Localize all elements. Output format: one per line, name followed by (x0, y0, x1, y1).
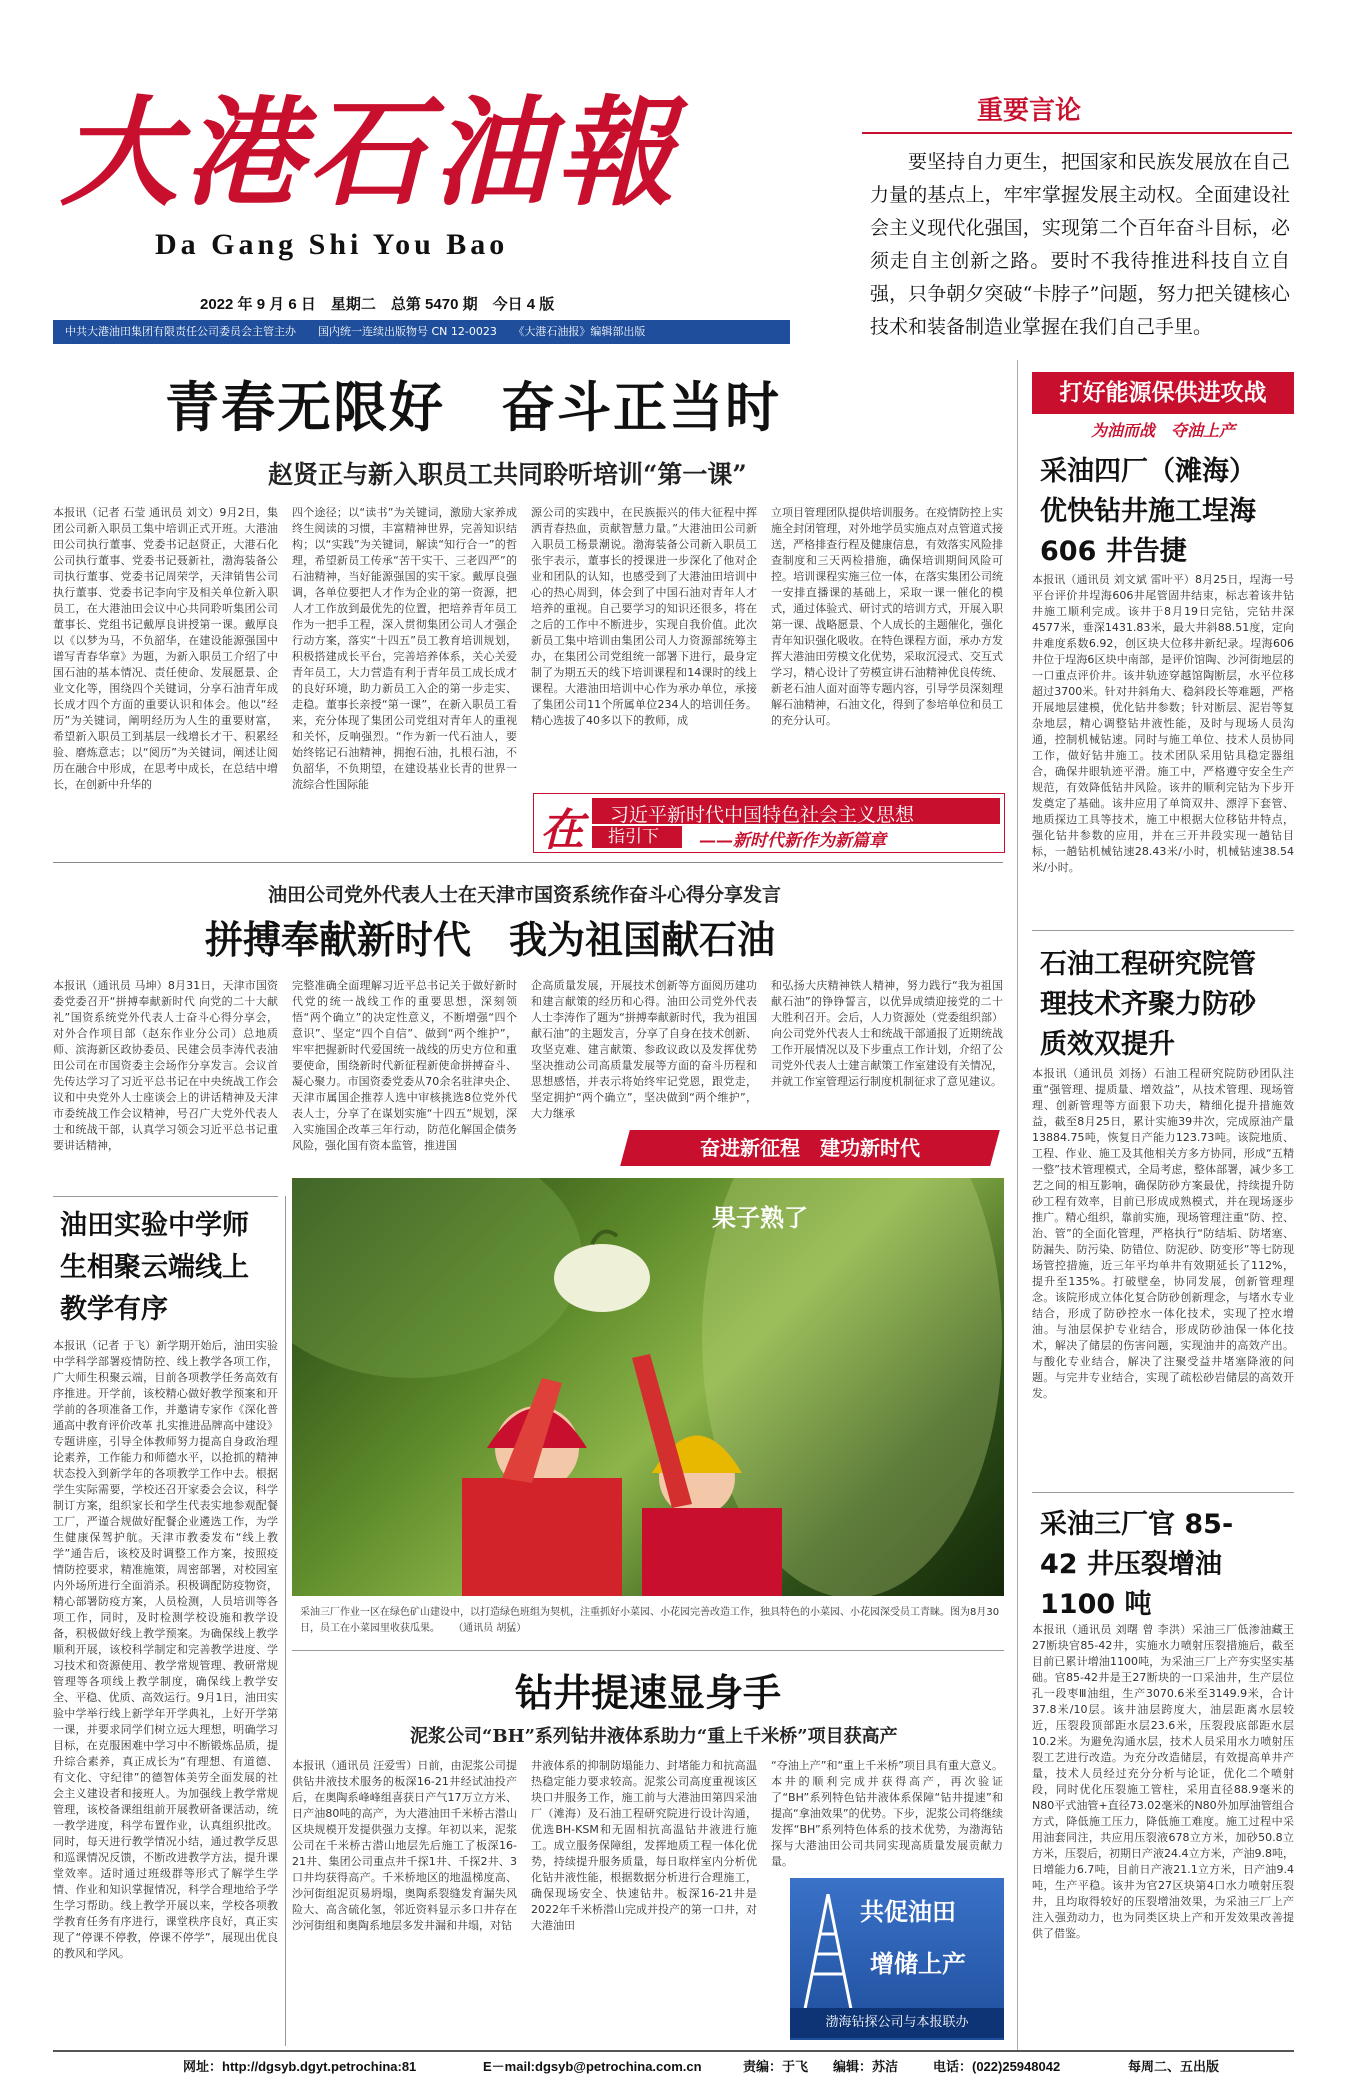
ad-box (790, 1878, 1004, 2040)
left-story-headline: 油田实验中学师生相聚云端线上教学有序 (60, 1210, 249, 1325)
quote-title: 重要言论 (977, 96, 1082, 126)
footer-phone: 电话：(022)25948042 (933, 2059, 1061, 2074)
masthead-pinyin: Da Gang Shi You Bao (155, 228, 509, 261)
photo-caption (300, 1605, 1000, 1637)
sidebar-story3-body: 本报讯（通讯员 刘曙 曾 李洪）采油三厂低渗油藏王27断块官85-42井，实施水力喷射压裂措施后，截至目前已累计增油1100吨，为采油三厂上产夯实坚实基础。官85-42井是王27断块的一口采油井，生产层位孔一段枣Ⅲ油组，生产3070.6米至3149.9米，合计37.8米/10层。该井油层跨度大，油层距离水层较近，压裂段顶部距水层23.6米，压裂段底部距水层10.2米。为避免沟通水层，技术人员采用水力喷射压裂工艺进行改造。为充分改造储层，有效提高单井产量，技术人员经过充分分析与论证，优化二个喷射段，同时优化压裂施工管柱，采用直径88.9毫米的N80平式油管+直径73.02毫米的N80外加厚油管组合方式，降低施工压力，降低施工难度。施工过程中采用油套同注，共应用压裂液678立方米，加砂50.8立方米，压裂后，初期日产液24.4立方米，产油9.8吨，日增能力6.7吨，目前日产液21.1立方米，日产油9.4吨，生产平稳。该井为官27区块第4口水力喷射压裂井，且均取得较好的压裂增油效果，为采油三厂上产注入强劲动力，也为同类区块上产和开发效果改善提供了借鉴。 (1032, 1623, 1294, 1940)
divider (53, 1196, 278, 1197)
xi-banner-big: 在 (540, 805, 584, 856)
footer-email[interactable]: E－mail:dgsyb@petrochina.com.cn (483, 2059, 702, 2074)
drill-subhead: 泥浆公司“BH”系列钻井液体系助力“重上千米桥”项目获高产 (410, 1726, 898, 1747)
drill-col-2: 井液体系的抑制防塌能力、封堵能力和抗高温热稳定能力要求较高。泥浆公司高度重视该区块口井服务工作，施工前与大港油田第四采油厂（滩海）及石油工程研究院进行设计沟通，优选BH-KSM和无固相抗高温钻井液进行施工。成立服务保障组，发挥地质工程一体化优势，持续提升服务质量，每日取样室内分析优化钻井液性能，根据数据分析进行合理施工，确保现场安全、快速钻井。板深16-21井是2022年千米桥潜山完成并投产的第一口井，对大港油田 (531, 1759, 757, 1932)
sidebar-story1-headline: 采油四厂（滩海）优快钻井施工埕海 606 井告捷 (1040, 456, 1256, 567)
story2-kicker: 油田公司党外代表人士在天津市国资系统作奋斗心得分享发言 (268, 884, 782, 906)
story2-headline: 拼搏奉献新时代 我为祖国献石油 (205, 918, 776, 962)
date-line: 2022 年 9 月 6 日 星期二 总第 5470 期 今日 4 版 (200, 296, 555, 313)
masthead-title: 大港石油報 (60, 83, 681, 222)
lead-col-4: 立项目管理团队提供培训服务。在疫情防控上实施全封闭管理，对外地学员实施点对点管道式接送，严格排查行程及健康信息，有效落实风险排查制度和三天两检措施，确保培训期间风险可控。培训课程实施三位一体，在落实集团公司统一安排直播课的基础上，采取一课一催化的模式，通过体验式、研讨式的培训方式，开展入职第一课、战略愿景、个人成长的主题催化，强化青年知识强化吸收。在特色课程方面，承办方发挥大港油田劳模文化优势，采取沉浸式、交互式学习，精心设计了劳模宣讲石油精神优良传统、新老石油人面对面等专题内容，引导学员深刻理解石油精神，石油文化，得到了参培单位和员工的充分认可。 (771, 506, 1003, 727)
photo-caption-text: 采油三厂作业一区在绿色矿山建设中，以打造绿色班组为契机，注重抓好小菜园、小花园完善改造工作，独具特色的小菜园、小花园深受员工青睐。图为8月30日，员工在小菜园里收获瓜果。 (300, 1607, 1000, 1634)
story2-col-3: 企高质量发展，开展技术创新等方面阅历建功和建言献策的经历和心得。油田公司党外代表人士李涛作了题为“拼搏奉献新时代，我为祖国献石油”的主题发言，分享了自身在技术创新、攻坚克难、建言献策、参政议政以及发挥优势坚决推动公司高质量发展等方面的奋斗历程和思想感悟，并表示将始终牢记党恩，跟党走，坚定拥护“两个确立”，坚决做到“两个维护”，大力继承 (531, 979, 757, 1120)
photo-banner-text: 奋进新征程 建功新时代 (700, 1136, 920, 1160)
sidebar-story2-body: 本报讯（通讯员 刘扬）石油工程研究院防砂团队注重“强管理、提质量、增效益”，从技术管理、现场管理、创新管理等方面狠下功夫，精细化提升措施效益，截至8月25日，累计实施39井次，完成原油产量13884.75吨，恢复日产能力123.73吨。该院地质、工程、作业、施工及其他相关方多方协同，形成“五精一整”技术管理模式，全局考虑，整体部署，减少多工艺之间的相互影响，确保防砂方案最优，持续提升防砂工程有效率，目前已形成成熟模式，并在现场逐步推广。精心组织，靠前实施，现场管理注重“防、控、治、管”的全面化管理，严格执行“防结垢、防堵塞、防漏失、防污染、防错位、防泥砂、防变形”等七防现场管控措施，近三年平均单井有效期延长了112%，提升至135%。打破壁垒，协同发展，创新管理理念。该院形成立体化复合防砂创新理念，与堵水专业结合，形成了防砂控水一体化技术，实现了控水增油。与油层保护专业结合，形成防砂油保一体化技术，解决了储层的伤害问题，实现油井的高效产出。与酸化专业结合，解决了注聚受益井堵塞降液的问题。与完井专业结合，实现了疏松砂岩储层的高效开发。 (1032, 1067, 1294, 1400)
sidebar-story3-headline: 采油三厂官 85-42 井压裂增油 1100 吨 (1040, 1509, 1234, 1620)
xi-banner-line2: 指引下 (592, 826, 682, 848)
sidebar-story2-headline: 石油工程研究院管理技术齐聚力防砂质效双提升 (1040, 949, 1256, 1060)
ad-line2: 增储上产 (870, 1950, 966, 1978)
photo-credit: （通讯员 胡猛） (453, 1623, 527, 1634)
footer-editor: 责编：于飞 (743, 2059, 809, 2074)
story2-col-4: 和弘扬大庆精神铁人精神，努力践行“我为祖国献石油”的铮铮誓言，以优异成绩迎接党的二十大胜利召开。会后，人力资源处（党委组织部）向公司党外代表人士和统战干部通报了近期统战工作开展情况以及下步重点工作计划，介绍了公司党外代表人士建言献策工作室建设有关情况，并就工作室管理运行制度机制征求了意见建议。 (771, 979, 1003, 1088)
drill-col-3: “夺油上产”和“重上千米桥”项目具有重大意义。本井的顺利完成并获得高产，再次验证了“BH”系列特色钻井液体系保障“钻井提速”和提高“拿油效果”的优势。下步，泥浆公司将继续发挥“BH”系列特色体系的技术优势，为渤海钻探与大港油田公司共同实现高质量发展贡献力量。 (771, 1759, 1003, 1868)
xi-banner (533, 793, 1005, 856)
lead-col-3: 源公司的实践中，在民族振兴的伟大征程中挥洒青春热血，贡献智慧力量。”大港油田公司新入职员工杨景潮说。渤海装备公司新入职员工张宇表示，董事长的授课进一步深化了他对企业和团队的认知，也感受到了大港油田培训中心的热心周到，体会到了中国石油对青年人才培养的重视。自己要学习的知识还很多，将在之后的工作中不断进步，实现自我价值。此次新员工集中培训由集团公司人力资源部统筹主办，在集团公司党组统一部署下进行，最身定制了为期五天的线下培训课程和14课时的线上课程。大港油田培训中心作为承办单位，承接了集团公司11个所属单位234人的培训任务。精心选拔了40多以下的教师，成 (531, 506, 757, 727)
divider (292, 1650, 1004, 1651)
derrick-icon (798, 1894, 858, 2014)
sidebar-subheader: 为油而战 夺油上产 (1090, 421, 1235, 440)
footer (53, 2056, 1294, 2076)
sidebar-story1-body: 本报讯（通讯员 刘文斌 雷叶平）8月25日，埕海一号平台评价井埕海606井尾管固井结束，标志着该井钻井施工顺利完成。该井于8月19日完钻，完钻井深4577米，垂深1431.83米，最大井斜88.51度，定向井难度系数6.92，创区块大位移井新纪录。埕海606井位于埕海6区块中南部，是评价馆陶、沙河街地层的一口重点评价井。该井轨迹穿越馆陶断层，水平位移超过3700米。针对井斜角大、稳斜段长等难题，严格开展地层建模，优化钻井参数；针对断层、泥岩等复杂地层，精心调整钻井液性能，及时与现场人员沟通，控制机械钻速。同时与施工单位、技术人员协同工作，做好钻井施工。技术团队采用钻具稳定器组合，确保井眼轨迹平滑。施工中，严格遵守安全生产规范，有效降低钻井风险。该井的顺利完钻为下步开发奠定了基础。该井应用了单筒双井、漂浮下套管、地质探边工具等技术，施工中根据大位移钻井特点，强化钻井参数的应用，并在三开井段实现一趟钻目标，一趟钻机械钻速28.43米/小时，机械钻速38.54米/小时。 (1032, 573, 1294, 874)
xi-banner-slogan: ——新时代新作为新篇章 (699, 831, 886, 851)
xi-banner-line1: 习近平新时代中国特色社会主义思想 (610, 804, 915, 826)
quote-box (862, 58, 1292, 348)
footer-schedule: 每周二、五出版 (1128, 2059, 1220, 2074)
feature-photo (292, 1178, 1004, 1596)
divider (53, 862, 1003, 863)
ad-line1: 共促油田 (860, 1898, 956, 1926)
left-story-body: 本报讯（记者 于飞）新学期开始后，油田实验中学科学部署疫情防控、线上教学各项工作，广大师生积聚云端，目前各项教学任务高效有序推进。开学前，该校精心做好教学预案和开学前的各项准备工作，并邀请专家作《深化普通高中教育评价改革 扎实推进品牌高中建设》专题讲座，引导全体教师努力提高自身政治理论素养，工作能力和师德水平，以抢抓的精神状态投入到新学年的各项教学工作中去。根据学生实际需要，学校还召开家委会会议，科学制订方案，组织家长和学生代表实地参观配餐工厂，严谨合规做好配餐企业遴选工作，为学生健康保驾护航。天津市教委发布“线上教学”通告后，该校及时调整工作方案，按照疫情防控要求，精准施策，周密部署，对校园室内外场所进行全面消杀。积极调配防疫物资，精心部署防疫方案，人员检测，人员培训等各项工作，同时，及时检测学校设施和教学设备，积极做好线上教学预案。为确保线上教学顺利开展，该校科学制定和完善教学进度、学习技术和资源使用、教学常规管理、教研常规管理等各项线上教学制度，确保线上教学安全、平稳、优质、高效运行。9月1日，油田实验中学举行线上新学年开学典礼，上好开学第一课，并要求同学们树立远大理想，明确学习目标，在克服困难中学习中不断锻炼品质，提升综合素养，真正成长为“有理想、有道德、有文化、守纪律”的德智体美劳全面发展的社会主义建设者和接班人。为加强线上教学常规管理，该校备课组组前开展教研备课活动，统一教学进度，科学布置作业，认真组织批改。同时，每天进行教学情况小结，通过教学反思和巡课情况反馈，不断改进教学方法，提升课堂效率。适时通过班级群等形式了解学生学情、作业和知识掌握情况，科学合理地给予学生学习帮助。线上教学开展以来，学校各项教学教育任务有序进行，课堂秩序良好，真正实现了“停课不停教，停课不停学”，展现出优良的教风和学风。 (53, 1339, 278, 1960)
footer-website[interactable]: 网址：http://dgsyb.dgyt.petrochina:81 (183, 2059, 417, 2074)
sidebar-header: 打好能源保供进攻战 (1032, 372, 1294, 414)
divider (1032, 930, 1294, 931)
photo-title: 果子熟了 (712, 1203, 808, 1232)
divider (1032, 1492, 1294, 1493)
quote-underline (862, 132, 1292, 134)
feature-photo-art (292, 1178, 1004, 1596)
footer-rule (53, 2050, 1294, 2052)
ad-footer: 渤海钻探公司与本报联办 (790, 2008, 1004, 2038)
lead-col-1: 本报讯（记者 石莹 通讯员 刘文）9月2日，集团公司新入职员工集中培训正式开班。大港油田公司执行董事、党委书记赵贤正，大港石化公司执行董事、党委书记聂新社，渤海装备公司执行董事、党委书记周荣学，天津销售公司执行董事、党委书记李向宇及相关单位新入职员工，在大港油田会议中心共同聆听集团公司董事长、党组书记戴厚良讲授第一课。戴厚良以《以梦为马，不负韶华，在建设能源强国中谱写青春华章》为题，为新入职员工介绍了中国石油的基本情况、责任使命、发展愿景、企业文化等，围绕四个关键词，分享石油青年成长成才四个方面的重要认识和体会。他以“经历”为关键词，阐明经历为人生的重要财富，希望新入职员工到基层一线增长才干、积累经验、磨炼意志；以“阅历”为关键词，阐述让阅历在融合中形成，在思考中成长，在总结中增长，在创新中升华的 (53, 506, 278, 791)
story2-col-2: 完整准确全面理解习近平总书记关于做好新时代党的统一战线工作的重要思想，深刻领悟“两个确立”的决定性意义，不断增强“四个意识”、坚定“四个自信”、做到“两个维护”，牢牢把握新时代爱国统一战线的历史方位和重要使命，围绕新时代新征程新使命拼搏奋斗、凝心聚力。市国资委党委从70余名驻津央企、天津市属国企推荐人选中审核挑选8位党外代表人士，分享了在谋划实施“十四五”规划，深入实施国企改革三年行动，防范化解国企债务风险，强化国有资本监管，推进国 (292, 979, 517, 1152)
lead-subhead: 赵贤正与新入职员工共同聆听培训“第一课” (268, 460, 747, 489)
drill-col-1: 本报讯（通讯员 汪爱雪）日前，由泥浆公司提供钻井液技术服务的板深16-21井经试油投产后，在奥陶系峰峰组喜获日产气17万立方米、日产油80吨的高产，为大港油田千米桥古潜山区块规模开发提供强力支撑。年初以来，泥浆公司在千米桥古潜山地层先后施工了板深16-21井、集团公司重点井千探1井、千探2井、3口井均获得高产。千米桥地区的地温梯度高、沙河街组泥页易坍塌，奥陶系裂缝发育漏失风险大、高含硫化氢，邻近资料显示多口井存在沙河街组和奥陶系地层多发井漏和井塌，对钻 (292, 1759, 517, 1932)
xi-banner-bar (592, 798, 1000, 824)
story2-col-1: 本报讯（通讯员 马坤）8月31日，天津市国资委党委召开“拼搏奉献新时代 向党的二十大献礼”国资系统党外代表人士奋斗心得分享会，对外合作项目部（赵东作业分公司）总地质师、滨海新区政协委员、民建会员李涛代表油田公司在市国资委主会场作分享发言。会议首先传达学习了习近平总书记在中央统战工作会议和中央党外人士座谈会上的讲话精神及天津市委统战工作会议精神，号召广大党外代表人士和统战干部，认真学习领会习近平总书记重要讲话精神， (53, 979, 278, 1152)
quote-text: 要坚持自力更生，把国家和民族发展放在自己力量的基点上，牢牢掌握发展主动权。全面建设社会主义现代化强国，实现第二个百年奋斗目标，必须走自主创新之路。要时不我待推进科技自立自强，只争朝夕突破“卡脖子”问题，努力把关键核心技术和装备制造业掌握在我们自己手里。 (870, 151, 1290, 338)
publisher-bar: 中共大港油田集团有限责任公司委员会主管主办 国内统一连续出版物号 CN 12-0023 《大港石油报》编辑部出版 (53, 320, 790, 344)
sidebar-rule (1017, 360, 1018, 2050)
lead-col-2: 四个途径；以“读书”为关键词，激励大家养成终生阅读的习惯，丰富精神世界，完善知识结构；以“实践”为关键词，解读“知行合一”的哲理，希望新员工传承“苦干实干、三老四严”的石油精神，当好能源强国的实干家。戴厚良强调，各单位要把人才作为企业的第一资源，把人才工作放到最优先的位置，把培养青年员工作为一把手工程，深入贯彻集团公司人才强企行动方案，落实“十四五”员工教育培训规划，积极搭建成长平台，完善培养体系，关心关爱青年员工，大力营造有利于青年员工成长成才的良好环境，助力新员工入企的第一步走实、走稳。董事长亲授“第一课”，在新入职员工看来，充分体现了集团公司党组对青年人的重视和关怀，反响强烈。“作为新一代石油人，要始终铭记石油精神，拥抱石油，扎根石油，不负韶华，不负期望，在建设基业长青的世界一流综合性国际能 (292, 506, 517, 791)
column-rule (285, 1196, 286, 2046)
drill-headline: 钻井提速显身手 (515, 1671, 782, 1715)
footer-layout-editor: 编辑：苏洁 (833, 2059, 899, 2074)
masthead (40, 58, 720, 343)
lead-headline: 青春无限好 奋斗正当时 (165, 376, 781, 439)
